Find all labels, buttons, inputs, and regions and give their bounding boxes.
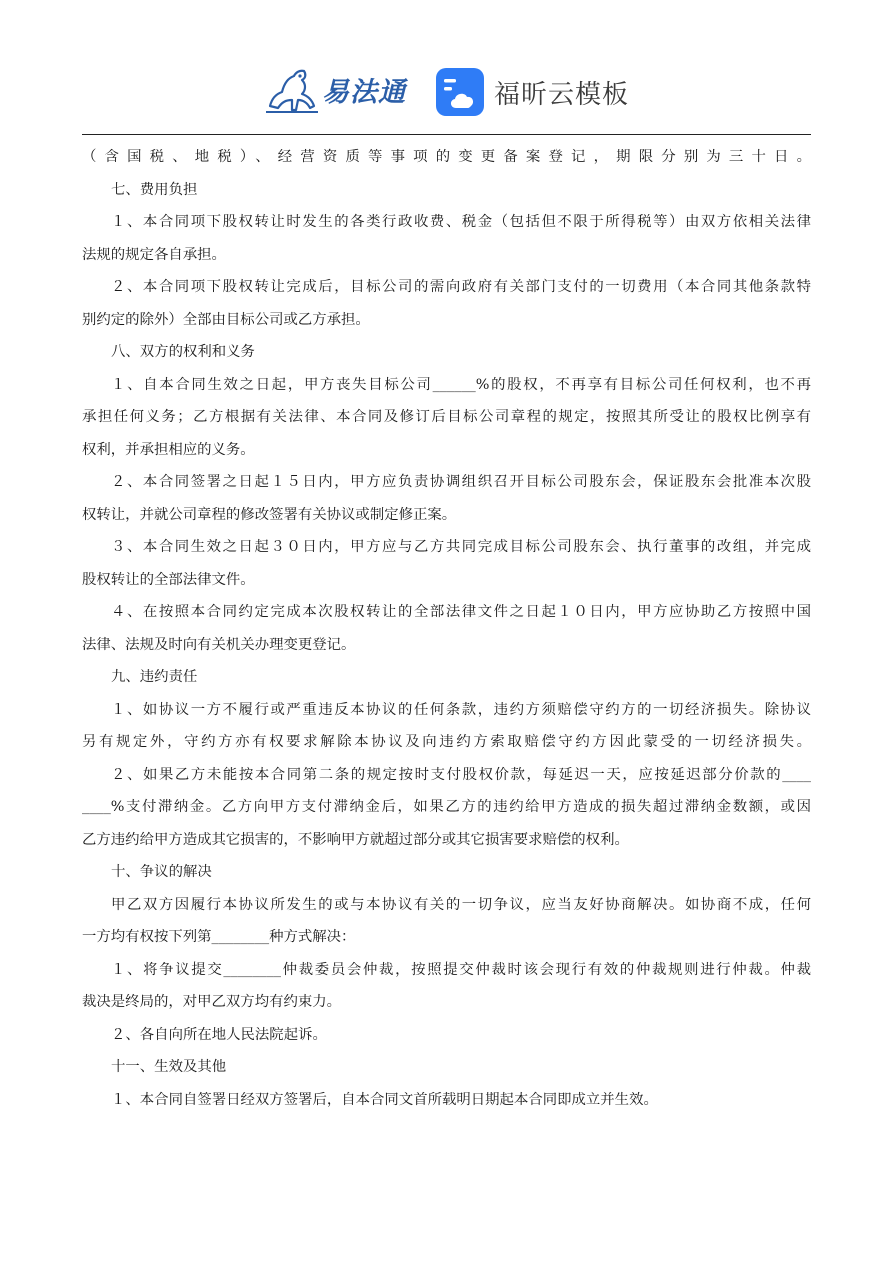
logo1-text: 易法通 [322,77,406,108]
text-line: 一方均有权按下列第________种方式解决： [82,929,356,945]
logo2-text: 福昕云模板 [494,80,630,110]
text-line: １、本合同自签署日经双方签署后，自本合同文首所载明日期起本合同即成立并生效。 [111,1091,658,1108]
text-line: ２、各自向所在地人民法院起诉。 [111,1026,327,1043]
section-heading: 九、违约责任 [111,669,198,685]
text-line: 法规的规定各自承担。 [82,246,226,263]
text-line: 另有规定外，守约方亦有权要求解除本协议及向违约方索取赔偿守约方因此蒙受的一切经济损失。 [82,734,811,750]
section-heading: 八、双方的权利和义务 [111,344,255,360]
section-heading: 七、费用负担 [111,181,198,198]
section-heading: 十、争议的解决 [111,864,212,880]
text-line: 股权转让的全部法律文件。 [82,571,255,588]
text-line: ２、本合同签署之日起１５日内，甲方应负责协调组织召开目标公司股东会，保证股东会批准本次股 [111,474,811,490]
text-line: １、如协议一方不履行或严重违反本协议的任何条款，违约方须赔偿守约方的一切经济损失。除协议 [111,701,811,718]
text-line: 权利，并承担相应的义务。 [82,441,255,458]
text-line: 别约定的除外）全部由目标公司或乙方承担。 [82,311,370,328]
page-header [0,56,893,126]
text-line: ２、如果乙方未能按本合同第二条的规定按时支付股权价款，每延迟一天，应按延迟部分价款的____ [111,766,811,783]
text-line: １、将争议提交________仲裁委员会仲裁，按照提交仲裁时该会现行有效的仲裁规则进行仲裁。仲裁 [111,961,811,978]
text-line: 权转让，并就公司章程的修改签署有关协议或制定修正案。 [82,506,457,523]
text-line: ４、在按照本合同约定完成本次股权转让的全部法律文件之日起１０日内，甲方应协助乙方按照中国 [111,604,811,620]
text-line: 法律、法规及时向有关机关办理变更登记。 [82,636,356,653]
cloud-doc-icon [434,66,486,118]
text-line: 甲乙双方因履行本协议所发生的或与本协议有关的一切争议，应当友好协商解决。如协商不成，任何 [111,896,811,913]
text-line: ____%支付滞纳金。乙方向甲方支付滞纳金后，如果乙方的违约给甲方造成的损失超过滞纳金数额，或因 [82,799,811,815]
text-line: ２、本合同项下股权转让完成后，目标公司的需向政府有关部门支付的一切费用（本合同其他条款特 [111,279,811,295]
fuxin-logo [434,62,654,118]
document-body [82,141,811,1116]
text-line: 承担任何义务；乙方根据有关法律、本合同及修订后目标公司章程的规定，按照其所受让的股权比例享有 [82,409,811,425]
yifatong-logo [262,62,422,118]
text-line: １、本合同项下股权转让时发生的各类行政收费、税金（包括但不限于所得税等）由双方依相关法律 [111,214,811,230]
text-line: ３、本合同生效之日起３０日内，甲方应与乙方共同完成目标公司股东会、执行董事的改组，并完成 [111,539,811,555]
header-divider [82,134,811,135]
text-line: 乙方违约给甲方造成其它损害的，不影响甲方就超过部分或其它损害要求赔偿的权利。 [82,831,629,848]
section-heading: 十一、生效及其他 [111,1059,227,1075]
text-line: 裁决是终局的，对甲乙双方均有约束力。 [82,994,342,1010]
text-line: （含国税、地税）、经营资质等事项的变更备案登记，期限分别为三十日。 [82,149,811,165]
horse-icon [262,62,322,118]
text-line: １、自本合同生效之日起，甲方丧失目标公司______%的股权，不再享有目标公司任何权利，也不再 [111,376,811,393]
